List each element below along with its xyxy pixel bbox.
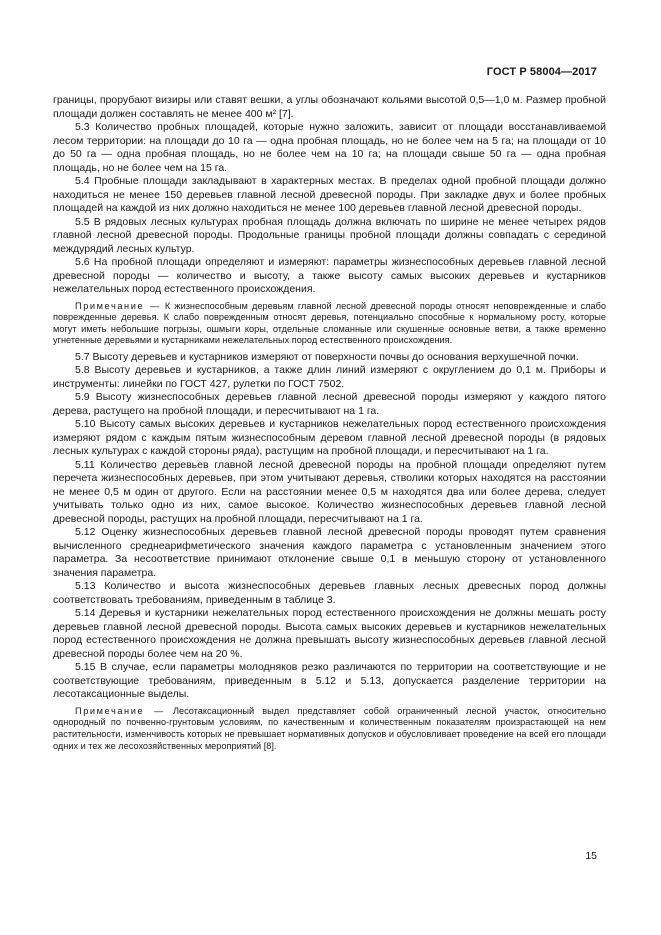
paragraph-5-4: 5.4 Пробные площади закладывают в характерных местах. В пределах одной пробной площади должно находиться не менее 150 деревьев главной лесной древесной породы. При закладке двух и более пробных площадей на каждой из них должно находиться не менее 100 деревьев главной лесной древесной породы. (53, 175, 606, 214)
page-number: 15 (585, 850, 597, 862)
note-text: Лесотаксационный выдел представляет собой ограниченный лесной участок, относительно однородный по почвенно-грунтовым условиям, по качественным и количественным показателям произрастающей на нем растительности, изменчивость которых не превышает нормативных допусков и обусловливает проведение на всей его площади одних и тех же лесохозяйственных мероприятий [8]. (53, 705, 607, 751)
standard-number: ГОСТ Р 58004—2017 (486, 66, 597, 78)
paragraph-5-3: 5.3 Количество пробных площадей, которые нужно заложить, зависит от площади восстанавливаемой лесом территории: на площади до 10 га — одна пробная площадь, но не более чем на 5 га; на площади от 10 до 50 га — одна пробная площадь, но не более чем на 10 га; на площади свыше 50 га — одна пробная площадь, но не более чем на 15 га. (53, 121, 606, 174)
paragraph-5-6: 5.6 На пробной площади определяют и измеряют: параметры жизнеспособных деревьев главной лесной древесной породы — количество и высоту, а также высоту самых высоких деревьев и кустарников нежелательных пород естественного происхождения. (53, 256, 606, 295)
paragraph-5-5: 5.5 В рядовых лесных культурах пробная площадь должна включать по ширине не менее четырех рядов главной лесной древесной породы. Продольные границы пробной площади должны совпадать с серединой междурядий лесных культур. (53, 215, 606, 255)
paragraph-5-15: 5.15 В случае, если параметры молодняков резко различаются по территории на соответствующие и не соответствующие требованиям, приведенным в 5.12 и 5.13, допускается разделение территории на лесотаксационные выделы. (53, 661, 606, 701)
paragraph-continuation: границы, прорубают визиры или ставят вешки, а углы обозначают кольями высотой 0,5—1,0 м. Размер пробной площади должен составлять не менее 400 м² [7]. (53, 94, 606, 120)
paragraph-5-9: 5.9 Высоту жизнеспособных деревьев главной лесной древесной породы измеряют у каждого пятого дерева, растущего на пробной площади, и пересчитывают на 1 га. (53, 391, 606, 417)
paragraph-5-13: 5.13 Количество и высота жизнеспособных деревьев главных лесных древесных пород должны соответствовать требованиям, приведенным в таблице 3. (53, 580, 606, 606)
paragraph-5-12: 5.12 Оценку жизнеспособных деревьев главной лесной древесной породы проводят путем сравнения вычисленного среднеарифметического значения каждого параметра с установленным значением этого параметра. За несоответствие принимают отклонение свыше 0,1 в меньшую сторону от установленного значения параметра. (53, 526, 606, 579)
document-body (53, 94, 606, 756)
paragraph-5-10: 5.10 Высоту самых высоких деревьев и кустарников нежелательных пород естественного происхождения измеряют рядом с каждым пятым жизнеспособным деревом главной лесной древесной породы (в рядовых лесных культурах с каждой стороны ряда), растущим на пробной площади, и пересчитывают на 1 га. (53, 418, 606, 458)
paragraph-5-11: 5.11 Количество деревьев главной лесной древесной породы на пробной площади определяют путем перечета жизнеспособных деревьев, при этом учитывают деревья, стволики которых находятся на расстоянии не менее 0,5 м один от другого. Если на расстоянии менее 0,5 м находятся два или более дерева, следует учитывать только одно из них, самое высокое. Количество жизнеспособных деревьев главной лесной древесной породы, растущих на пробной площади, пересчитывают на 1 га. (53, 458, 606, 525)
note-text: К жизнеспособным деревьям главной лесной древесной породы относят неповрежденные и слабо поврежденные деревья. К слабо поврежденным относят деревья, потенциально способные к нормальному росту, которые могут иметь небольшие погрызы, ошмыги коры, отдельные сломанные или скушенные основные ветви, а также временно угнетенные деревьями и кустарниками нежелательных пород естественного происхождения. (53, 300, 606, 346)
note-label: Примечание — (75, 705, 165, 716)
note-forest-stand (53, 706, 606, 752)
note-viable-trees (53, 301, 606, 347)
note-label: Примечание — (75, 300, 161, 311)
paragraph-5-8: 5.8 Высоту деревьев и кустарников, а также длин линий измеряют с округлением до 0,1 м. Приборы и инструменты: линейки по ГОСТ 427, рулетки по ГОСТ 7502. (53, 364, 606, 390)
paragraph-5-7: 5.7 Высоту деревьев и кустарников измеряют от поверхности почвы до основания верхушечной почки. (75, 350, 579, 363)
paragraph-5-14: 5.14 Деревья и кустарники нежелательных пород естественного происхождения не должны мешать росту деревьев главной лесной древесной породы. Высота самых высоких деревьев и кустарников нежелательных пород естественного происхождения не должна превышать высоту жизнеспособных деревьев главной лесной древесной породы более чем на 20 %. (53, 607, 606, 660)
